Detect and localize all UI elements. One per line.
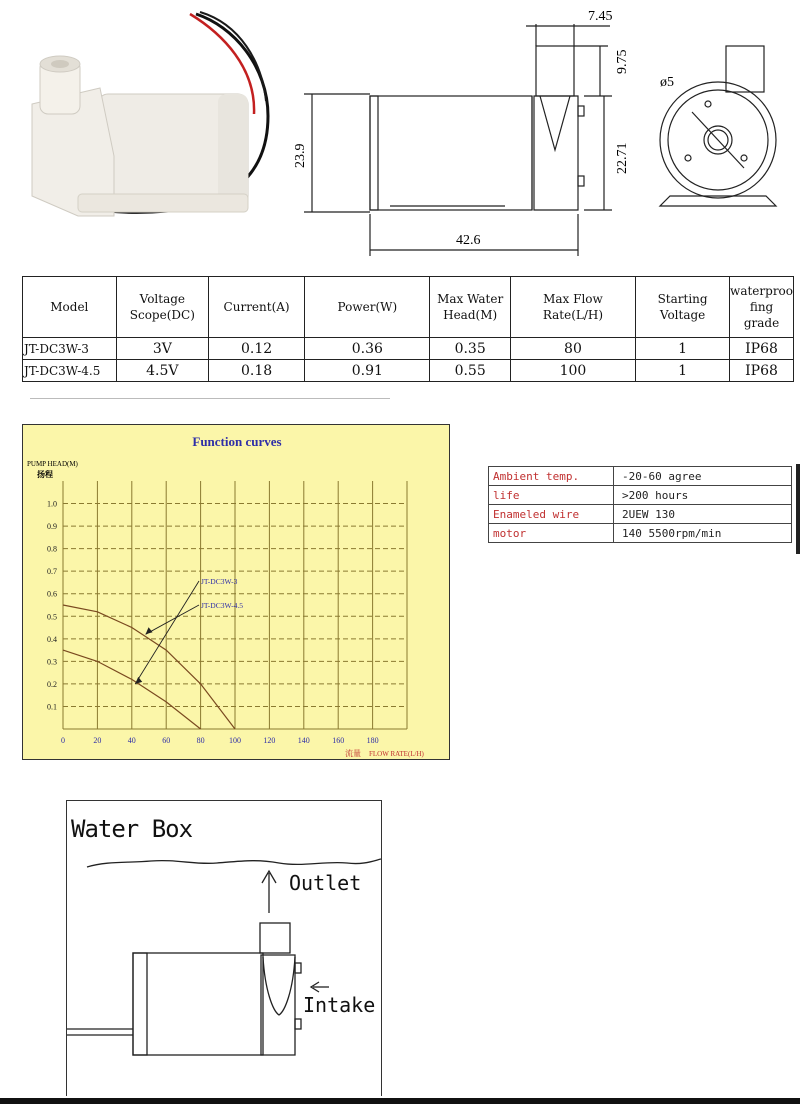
table-row: [489, 524, 792, 543]
param-key: motor: [489, 524, 614, 543]
chart-ylabel: PUMP HEAD(M): [27, 460, 78, 468]
y-tick-label: 0.5: [47, 612, 57, 622]
y-tick-label: 0.3: [47, 657, 57, 667]
cell-starting-voltage: 1: [636, 360, 730, 382]
edge-mark: [796, 464, 800, 554]
y-tick-label: 0.7: [47, 567, 57, 577]
header-voltage: Voltage Scope(DC): [116, 277, 208, 338]
y-tick-label: 1.0: [47, 499, 57, 509]
header-max-head: Max Water Head(M): [430, 277, 510, 338]
dim-length: 42.6: [456, 233, 481, 248]
params-table: [488, 466, 792, 543]
table-row: [489, 505, 792, 524]
chart-ylabel-cn: 扬程: [37, 470, 53, 479]
header-model: Model: [23, 277, 117, 338]
param-key: Ambient temp.: [489, 467, 614, 486]
header-current: Current(A): [208, 277, 304, 338]
param-value: 140 5500rpm/min: [614, 524, 792, 543]
pump-photo: [18, 6, 290, 228]
cell-max-flow: 100: [510, 360, 635, 382]
bottom-edge: [0, 1098, 800, 1104]
cell-current: 0.12: [208, 338, 304, 360]
water-box-diagram: [66, 800, 382, 1096]
outlet-label: Outlet: [289, 871, 362, 895]
spec-table-header-row: [23, 277, 794, 338]
x-tick-label: 40: [127, 736, 136, 745]
cell-current: 0.18: [208, 360, 304, 382]
series-line-jt-dc3w-4.5: [63, 605, 235, 729]
series-label: JT-DC3W-3: [201, 577, 238, 586]
table-row: [23, 338, 794, 360]
x-tick-label: 100: [229, 736, 241, 745]
header-starting-voltage: Starting Voltage: [636, 277, 730, 338]
y-tick-label: 0.6: [47, 589, 57, 599]
dim-top-width: 7.45: [588, 9, 613, 24]
cell-model: JT-DC3W-3: [23, 338, 117, 360]
y-tick-label: 0.2: [47, 679, 57, 689]
y-tick-label: 0.4: [47, 634, 57, 644]
cell-max-head: 0.55: [430, 360, 510, 382]
x-tick-label: 160: [332, 736, 345, 745]
x-tick-label: 60: [162, 736, 171, 745]
dim-body-height: 22.71: [615, 142, 630, 174]
y-tick-label: 0.8: [47, 544, 57, 554]
technical-drawing: [290, 0, 800, 270]
dim-total-height: 23.9: [293, 143, 308, 168]
cell-starting-voltage: 1: [636, 338, 730, 360]
table-row: [489, 486, 792, 505]
x-tick-label: 180: [366, 736, 379, 745]
cell-grade: IP68: [730, 360, 794, 382]
param-key: life: [489, 486, 614, 505]
cell-power: 0.36: [305, 338, 430, 360]
x-tick-label: 0: [61, 736, 65, 745]
y-tick-label: 0.9: [47, 522, 57, 532]
x-tick-label: 20: [93, 736, 102, 745]
cell-model: JT-DC3W-4.5: [23, 360, 117, 382]
intake-label: Intake: [303, 993, 376, 1017]
series-leader-line: [146, 605, 199, 634]
param-value: 2UEW 130: [614, 505, 792, 524]
series-label: JT-DC3W-4.5: [201, 601, 244, 610]
y-tick-label: 0.1: [47, 702, 57, 712]
function-curves-chart: [22, 424, 450, 760]
cell-max-flow: 80: [510, 338, 635, 360]
chart-xlabel: FLOW RATE(L/H): [369, 750, 424, 758]
header-waterproof-grade: waterproo fing grade: [730, 277, 794, 338]
param-value: -20-60 agree: [614, 467, 792, 486]
dim-outlet-height: 9.75: [615, 49, 630, 74]
header-max-flow: Max Flow Rate(L/H): [510, 277, 635, 338]
cell-grade: IP68: [730, 338, 794, 360]
water-box-title: Water Box: [71, 815, 193, 843]
divider: [30, 398, 390, 399]
param-value: >200 hours: [614, 486, 792, 505]
cell-voltage: 3V: [116, 338, 208, 360]
header-power: Power(W): [305, 277, 430, 338]
param-key: Enameled wire: [489, 505, 614, 524]
x-tick-label: 120: [263, 736, 276, 745]
chart-xlabel-cn: 流量: [345, 749, 361, 758]
spec-table: [22, 276, 794, 382]
chart-title: Function curves: [192, 434, 282, 449]
table-row: [23, 360, 794, 382]
cell-voltage: 4.5V: [116, 360, 208, 382]
series-leader-line: [135, 581, 199, 684]
cell-max-head: 0.35: [430, 338, 510, 360]
chart-svg: [23, 425, 449, 759]
cell-power: 0.91: [305, 360, 430, 382]
table-row: [489, 467, 792, 486]
dim-diameter: ø5: [660, 75, 674, 90]
x-tick-label: 80: [196, 736, 205, 745]
water-box-drawing: [67, 801, 381, 1097]
series-leader-arrow: [135, 677, 142, 684]
x-tick-label: 140: [297, 736, 310, 745]
